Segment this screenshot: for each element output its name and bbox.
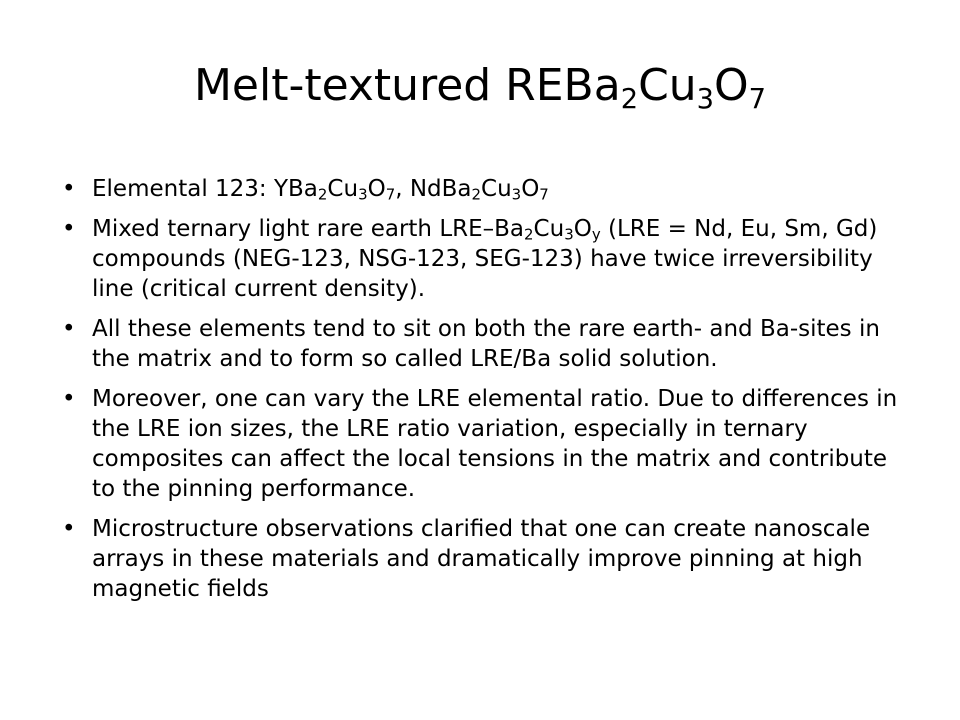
title-subscript-2: 3 (696, 84, 715, 116)
text-run: O (367, 176, 386, 202)
bullet-list (62, 174, 912, 614)
bullet-text (92, 176, 549, 202)
subscript: 7 (385, 185, 396, 204)
title-text-3: O (714, 60, 749, 111)
bullet-marker: • (62, 316, 76, 342)
bullet-marker: • (62, 176, 76, 202)
text-run: Elemental 123: YBa (92, 176, 318, 202)
bullet-item-mixed-ternary (62, 214, 912, 304)
text-run: O (521, 176, 540, 202)
subscript: 7 (539, 185, 549, 204)
text-run: (LRE = Nd, Eu, Sm, Gd) compounds (NEG-123, NSG-123, SEG-123) have twice irreversibility line (critical current density). (92, 216, 878, 302)
subscript: 2 (471, 185, 482, 204)
subscript: 2 (524, 225, 534, 244)
slide-title (0, 60, 960, 116)
title-text-2: Cu (638, 60, 697, 111)
text-run: Mixed ternary light rare earth LRE–Ba (92, 216, 525, 242)
text-run: , NdBa (395, 176, 472, 202)
text-run: Cu (327, 176, 359, 202)
bullet-item-solid-solution (62, 314, 912, 374)
subscript: y (591, 225, 601, 244)
bullet-marker: • (62, 386, 76, 412)
bullet-marker: • (62, 216, 76, 242)
bullet-text (92, 216, 877, 302)
bullet-marker: • (62, 516, 76, 542)
subscript: 3 (358, 185, 368, 204)
bullet-text: All these elements tend to sit on both the rare earth- and Ba-sites in the matrix and to form so called LRE/Ba solid solution. (92, 316, 880, 372)
title-subscript-1: 2 (620, 84, 639, 116)
bullet-item-elemental-123 (62, 174, 912, 204)
text-run: Cu (481, 176, 512, 202)
bullet-item-microstructure (62, 514, 912, 604)
bullet-item-lre-ratio (62, 384, 912, 504)
title-subscript-3: 7 (748, 84, 767, 116)
subscript: 2 (317, 185, 328, 204)
title-text-1: Melt-textured REBa (193, 60, 621, 111)
text-run: O (573, 216, 592, 242)
bullet-text: Moreover, one can vary the LRE elemental ratio. Due to differences in the LRE ion sizes, the LRE ratio variation, especially in ternary composites can affect the local tensions in the matrix and contribute to the pinning performance. (92, 386, 898, 502)
text-run: Cu (533, 216, 565, 242)
bullet-text: Microstructure observations clarified that one can create nanoscale arrays in these materials and dramatically improve pinning at high magnetic fields (92, 516, 871, 602)
subscript: 3 (511, 185, 522, 204)
subscript: 3 (564, 225, 574, 244)
